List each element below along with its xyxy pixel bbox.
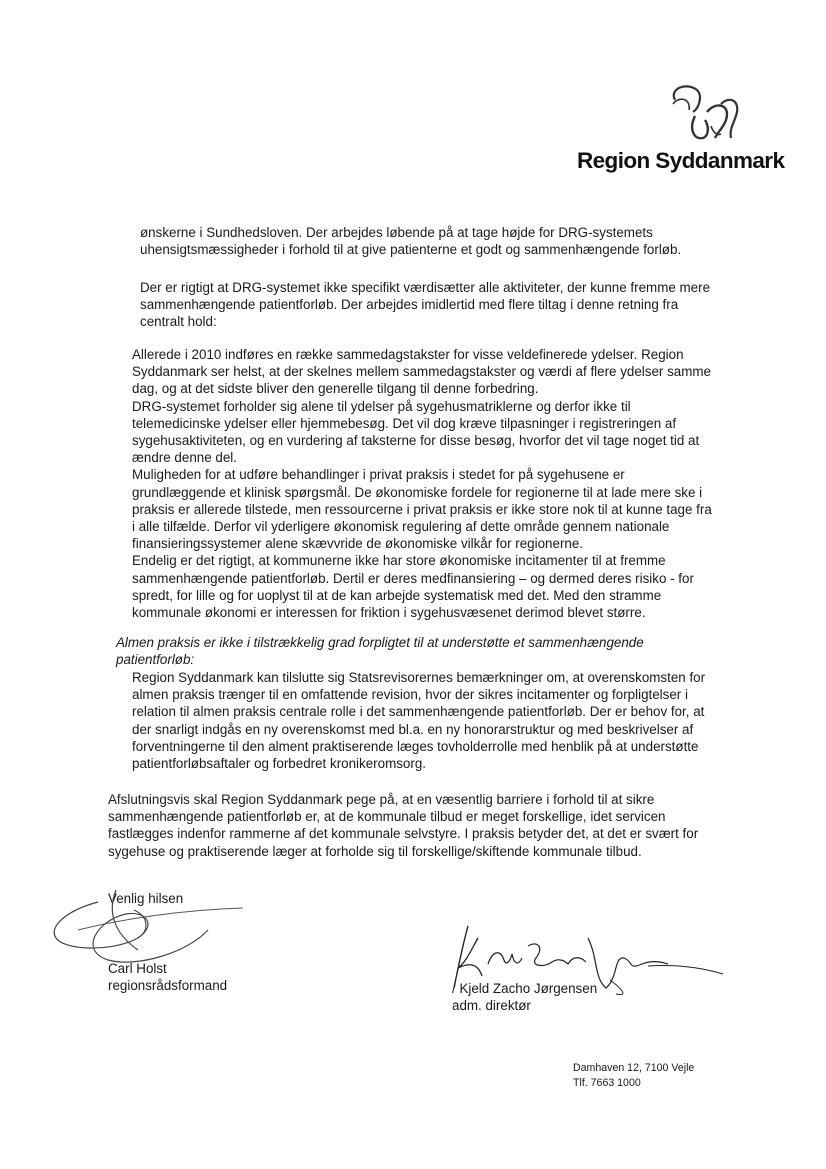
text-line: kommunale økonomi er interessen for friktion i sygehusvæsenet derimod blevet større. [132,605,646,621]
footer-address: Damhaven 12, 7100 Vejle [573,1062,695,1074]
section-heading [116,634,644,668]
text-line: spredt, for lille og for uoplyst til at de kan arbejde systematisk med det. Med den stramme [132,587,662,603]
text-line: fastlægges indenfor rammerne af det kommunale selvstyre. I praksis betyder det, at det er svært for [108,826,699,842]
text-line: der snarligt indgås en ny overenskomst med bl.a. en ny honorarstruktur og med beskrivelser af [132,721,694,737]
text-line: praksis er allerede tilstede, men ressourcerne i privat praksis er ikke store nok til at kunne tage fra [132,501,712,517]
text-line: Muligheden for at udføre behandlinger i privat praksis i stedet for på sygehusene er [132,467,625,483]
paragraph-3 [132,346,712,621]
text-line: relation til almen praksis centrale rolle i det sammenhængende patientforløb. Der er behov for, at [132,704,705,720]
text-line: grundlæggende et klinisk spørgsmål. De økonomiske fordele for regionerne til at lade mere ske i [132,484,703,500]
paragraph-5 [108,791,698,860]
text-line: telemedicinske ydelser eller hjemmebesøg. Det vil dog kræve tilpasninger i registreringen af [132,415,677,431]
text-line: ændre denne del. [132,450,237,466]
text-line: sygehusaktiviteten, og en vurdering af taksterne for disse besøg, hvorfor det vil tage noget tid at [132,433,700,449]
text-line: Endelig er det rigtigt, at kommunerne ikke har store økonomiske incitamenter til at fremme [132,553,666,569]
text-line: ønskerne i Sundhedsloven. Der arbejdes løbende på at tage højde for DRG-systemets [140,225,653,240]
text-line: dag, og at det sidste bliver den generelle tilgang til denne forbedring. [132,381,539,397]
text-line: patientforløb: [116,652,195,668]
text-line: sammenhængende patientforløb er, at de kommunale tilbud er meget forskellige, idet servicen [108,809,666,825]
footer-address-block [573,1061,694,1091]
paragraph-4 [132,669,705,772]
region-logo-icon [665,82,745,144]
text-line: Der er rigtigt at DRG-systemet ikke specifikt værdisætter alle aktiviteter, der kunne fremme mere [140,280,711,295]
text-line: forventningerne til den alment praktiserende læges tovholderrolle med henblik på at understøtte [132,738,699,754]
text-line: Allerede i 2010 indføres en række sammedagstakster for visse veldefinerede ydelser. Region [132,347,684,362]
text-line: sygehuse og praktiserende læger at forholde sig til forskellige/skiftende kommunale tilbud. [108,843,642,859]
text-line: DRG-systemet forholder sig alene til ydelser på sygehusmatriklerne og derfor ikke til [132,398,631,414]
text-line: sammenhængende patientforløb. Der arbejdes imidlertid med flere tiltag i denne retning fra [140,297,679,313]
text-line: Region Syddanmark kan tilslutte sig Statsrevisorernes bemærkninger om, at overenskomsten for [132,670,706,685]
paragraph-1 [140,224,681,258]
footer-phone: Tlf. 7663 1000 [573,1077,641,1089]
paragraph-2 [140,279,710,331]
signer-left-name: Carl Holst [108,961,167,976]
signature-left-icon [38,880,258,970]
signer-left [108,960,227,994]
text-line: finansieringssystemer alene skævvride de økonomiske vilkår for regionerne. [132,536,584,552]
text-line: centralt hold: [140,314,217,330]
text-line: uhensigtsmæssigheder i forhold til at give patienterne et godt og sammenhængende forløb. [140,242,682,258]
signer-left-title: regionsrådsformand [108,978,228,994]
region-logo [575,82,785,182]
closing-greeting: Venlig hilsen [108,891,184,906]
text-line: patientforløbsaftaler og forbedret kronikeromsorg. [132,756,426,772]
signer-right [452,980,597,1014]
text-line: Syddanmark ser helst, at der skelnes mellem sammedagstakster og værdi af flere ydelser samme [132,364,712,380]
text-line: Afslutningsvis skal Region Syddanmark pege på, at en væsentlig barriere i forhold til at sikre [108,792,655,807]
text-line: i alle tilfælde. Derfor vil yderligere økonomisk regulering af dette område gennem nationale [132,519,670,535]
signer-right-name: / Kjeld Zacho Jørgensen [452,981,598,996]
text-line: sammenhængende patientforløb. Dertil er deres medfinansiering – og dermed deres risiko - for [132,570,694,586]
signer-right-title: adm. direktør [452,998,531,1014]
text-line: almen praksis trænger til en omfattende revision, hvor der sikres incitamenter og forpligtelser i [132,687,688,703]
text-line: Almen praksis er ikke i tilstrækkelig grad forpligtet til at understøtte et sammenhængende [116,635,644,650]
organization-name: Region Syddanmark [577,148,785,173]
